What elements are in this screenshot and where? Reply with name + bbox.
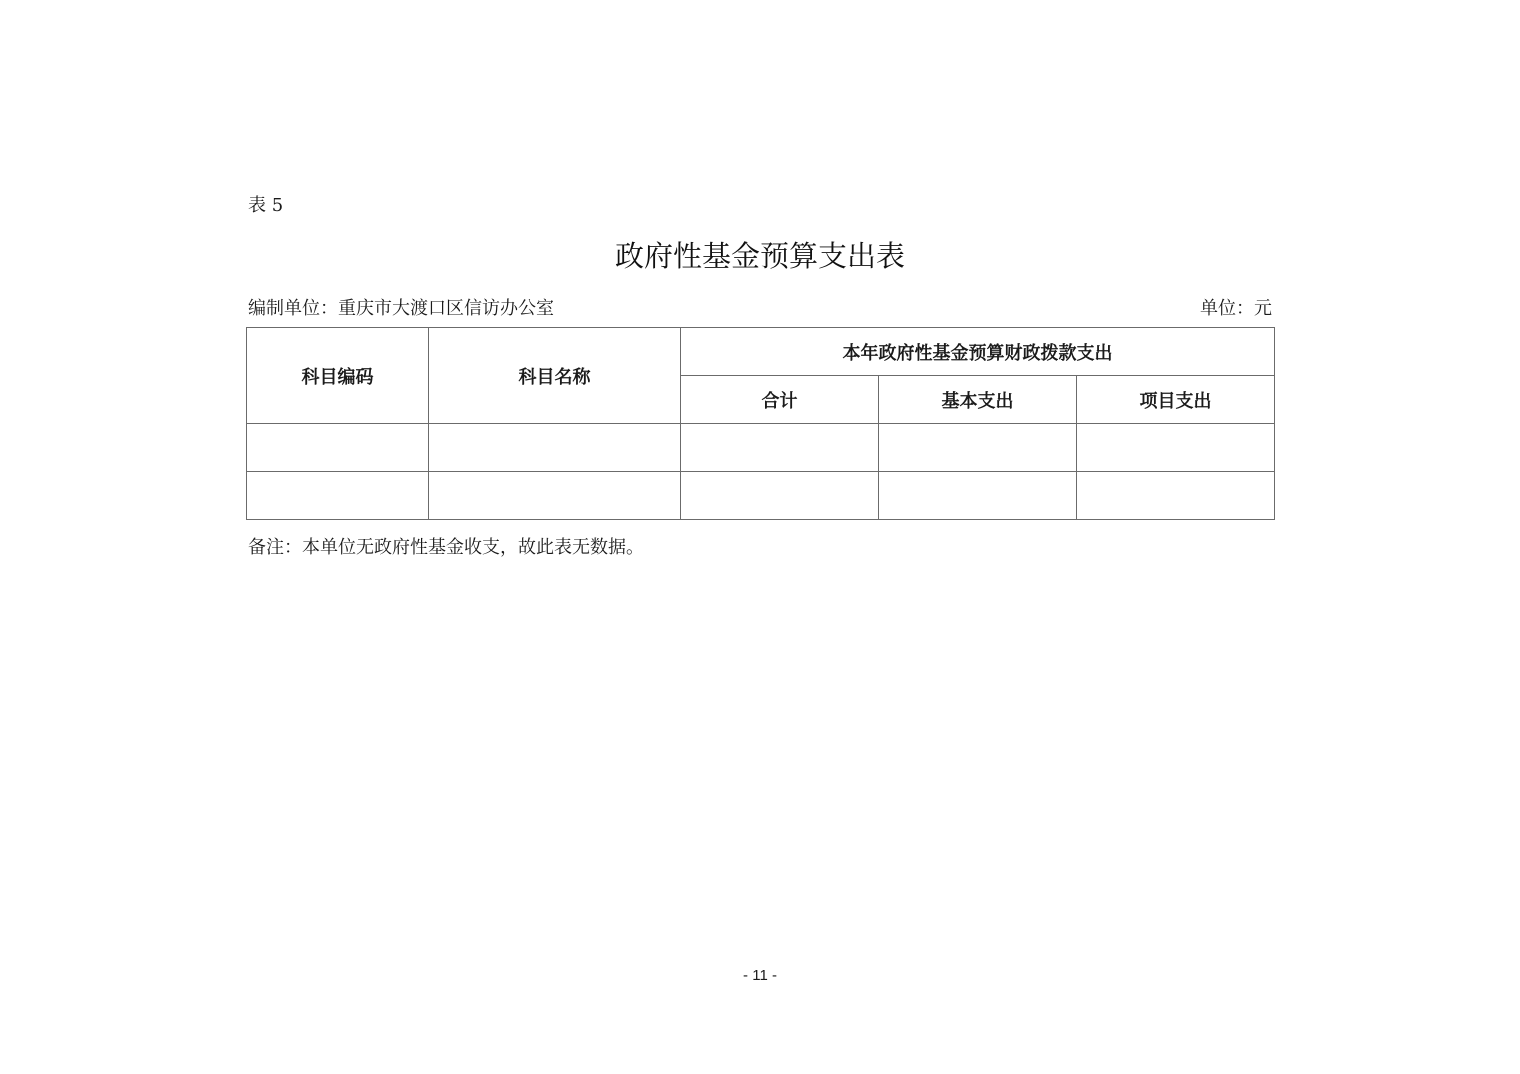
table-number: 表 5 xyxy=(248,195,284,216)
table-cell xyxy=(247,472,429,520)
page-number: - 11 - xyxy=(743,967,777,984)
table-cell xyxy=(681,424,879,472)
header-total: 合计 xyxy=(681,376,879,424)
table-row xyxy=(247,424,1275,472)
header-project: 项目支出 xyxy=(1077,376,1275,424)
table-cell xyxy=(429,424,681,472)
table-cell xyxy=(247,424,429,472)
table-cell xyxy=(879,424,1077,472)
table-cell xyxy=(1077,472,1275,520)
table-cell xyxy=(681,472,879,520)
note: 备注：本单位无政府性基金收支，故此表无数据。 xyxy=(248,537,644,558)
table-cell xyxy=(879,472,1077,520)
header-name: 科目名称 xyxy=(429,328,681,424)
table-cell xyxy=(1077,424,1275,472)
header-basic: 基本支出 xyxy=(879,376,1077,424)
budget-table xyxy=(246,327,1275,520)
page-title: 政府性基金预算支出表 xyxy=(614,239,905,273)
header-group: 本年政府性基金预算财政拨款支出 xyxy=(681,328,1275,376)
org-label: 编制单位：重庆市大渡口区信访办公室 xyxy=(248,298,554,319)
table-row xyxy=(247,472,1275,520)
table-cell xyxy=(429,472,681,520)
header-row-1 xyxy=(247,328,1275,376)
header-code: 科目编码 xyxy=(247,328,429,424)
unit-label: 单位：元 xyxy=(1200,298,1272,319)
